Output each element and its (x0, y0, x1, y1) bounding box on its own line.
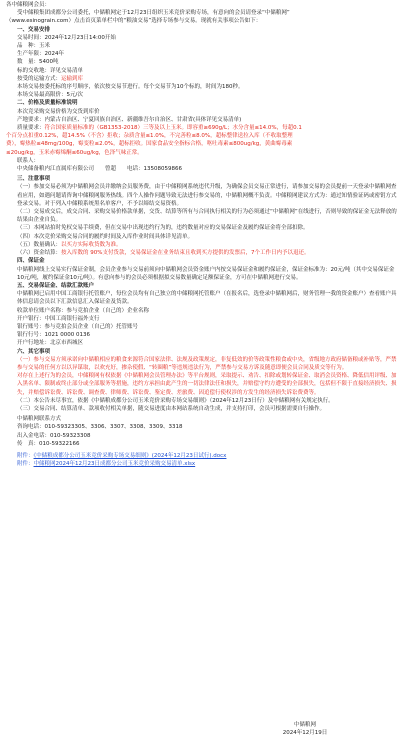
trade-variety: 品 种：玉米 (17, 43, 51, 50)
section-1-title: 一、交易安排 (17, 26, 51, 33)
note-4: （四）本次竞价采购交易合同的履约时间及入库作业时间具体详见清单。 (17, 233, 194, 240)
transport-label: 按受的运输方式： (17, 75, 62, 82)
note-3: （三）本网站拍时免权交易手续费，但在交易中出现违约行为的，违约数量对应的交易保证金及履约保证金将全部扣除。 (17, 225, 309, 232)
note-6-label: （六）资金结算： (17, 250, 62, 257)
other-3: （三）交易合同、结算清单、款项收付相关单据，随交易进度由本网站系统自动生成，并支持打印，会员可根据需要自行操作。 (17, 405, 326, 412)
account-bank: 开户银行：中国工商银行福外支行 (17, 315, 100, 322)
account-intro: 中储粮网已启用中国工商银行托管账户，每位会员均有自己独立的中储粮网托管账户（在报名后，选登录中储粮网后，财务管理一我的资金账户）查看账户具体信息请会员以下汇款信息汇入保证金及货款。 (17, 291, 397, 306)
section-3-title: 三、注意事项 (17, 176, 51, 183)
section-5-title: 五、交易保证金、结款汇款账户 (17, 282, 95, 289)
intro-line-1: 受中储粮集团成都分公司委托，中储粮网定于12月23日组织玉米竞价采购专场，有意向的会员请登录“中储粮网” (17, 10, 290, 17)
trade-delivery-place: 标的交收地：详见交易清单 (17, 67, 84, 74)
trade-price-limit: 本场交易最高限价：5元/次 (17, 92, 83, 99)
section-2-title: 二、价格及质量标准说明 (17, 100, 78, 107)
quality-label: 质量要求： (17, 125, 45, 132)
other-1-penalty: 对存在上述行为的会员，中储粮网有权依据《中储粮网会员管理办法》等平台规则，采取提示、劝告、扣除或划转保证金、取消会员资格、降低信用评级、加入黑名单、限制或终止部分或全部服务等措施，违约方承担由此产生的一切法律法任和损失，并赔偿守约方遭受的全部损失，包括但不限于直接经济损失、损失，并赔偿诉讼费、诉讼费、调查费、律师费、诉讼费、鉴定费、差旅费、因追偿行使权涉的方发生的经济损失诉讼费费等。 (17, 373, 397, 396)
signature-org: 中储粮网 (293, 722, 316, 728)
quality-requirement-3: 费），霉热粒≤48mg/100g，霉变粒≤2.0%，超标拒收。国家食品安全指标合格，呕吐毒素≤800ug/kg，黄曲霉毒素 (6, 141, 293, 148)
deposit-text: 中储粮网线上交易实行保证金制，会员企业参与交易前须向中储粮网会员资金账户内按交易保证金和履约保证金，保证金标准为：20元/吨（其中交易保证金10元/吨，履约保证金10元/吨）。有意向参与的会员必须根据拟交易数量确定足额保证金，方可在中储粮网进行交易。 (17, 266, 395, 281)
origin-requirement: 产地要求：内蒙古自治区、宁夏回族自治区、新疆维吾尔自治区、甘肃省(具体详见交易清单) (17, 116, 242, 123)
attachment-1 (6, 452, 397, 460)
price-description: 本次竞采购交易价格为交货到库价 (17, 108, 100, 115)
attachment-2-link[interactable]: 中储粮网2024年12月23日成都分公司玉米竞价采购交易清单.xlsx (33, 461, 196, 468)
intro-line-2: （www.esinograin.com）点击首页菜单栏中的“粮油交易”选择专场参与交易。现就有关事项公告如下： (6, 18, 262, 25)
note-6-value: 按入库数的 90%支付货款，交易保证金在业务结束且收到买方提供的发票后，7个工作日内予以退还。 (61, 250, 310, 257)
contact-funds-phone: 出入金电话：010-59323308 (17, 432, 91, 439)
account-bank-code: 银行行号：1021 0000 0136 (17, 332, 90, 339)
account-number: 银行账号：参与竞拍会员企业（自己的）托管账号 (17, 323, 139, 330)
attachment-2 (6, 460, 397, 468)
section-4-title: 四、保证金 (17, 258, 45, 265)
note-1: （一）参加交易必须为中储粮网会员并缴纳会员服务费，由于中储粮网系统违代升级，为确保会员交易正常进行，请参加交易的会员提前一天登录中储粮网查看应用，如遇问题请咨询中储粮网服务热线。四个人操作问题导致无法进行参交易的，中储粮网概不负责。中储粮网建议方式为：通过知情验证码或密钥方式登录交易。对于列入中储粮系统黑名单客户，不予以缔结交易资格。 (17, 184, 397, 207)
trade-transport (6, 75, 397, 83)
contact-fax: 传 真：010-59322166 (17, 440, 80, 447)
trade-year: 生产年限：2024年 (17, 51, 64, 58)
transport-value: 运输到库 (61, 75, 84, 82)
quality-requirement-1 (6, 124, 397, 132)
trade-order: 本场交易按委托标的序号顺序，依次按交易节进行。每个交易节为10个标的，时间为180秒。 (17, 84, 244, 91)
section-6-title: 六、其它事项 (17, 348, 51, 355)
attachment-label-2: 附件： (17, 461, 34, 468)
quality-text-1: 符合国家质量标准的（GB1353-2018）三等及以上玉米。即容重≥690g/L；水分含量≤14.0%，每超0.1 (44, 125, 302, 132)
quality-requirement-2: 个百分点扣重0.12%，超14.5%（不含）拒收；杂质含量≤1.0%，不完善粒≤8.0%，超标整律送拉入库（不收取整理 (6, 133, 293, 140)
account-bank-address: 开户行地址：北京市西城区 (17, 340, 84, 347)
account-receiver: 收款单位账户名称：参与竞拍企业（自己的）企业名称 (17, 307, 150, 314)
note-2: （二）交易成交后，成交合同、采购交易价格款单据，交货、结算等所有与合同执行相关的行为必须通过“中储粮网”在线进行，否则导致的保证金无法释放的结果由企业自负。 (17, 209, 397, 224)
contact-title: 中储粮网联系方式 (17, 416, 62, 423)
note-5 (6, 241, 397, 249)
trade-time: 交易时间：2024年12月23日14:00开始 (17, 34, 116, 41)
trade-quantity: 数 量：5400吨 (17, 59, 59, 66)
other-2: （二）本公告未尽事宜，依据《中储粮成都分公司玉米竞价采购专场交易细则》（2024年12月23日行）及中储粮网有关规定执行。 (17, 397, 334, 404)
contact-label: 联系人： (17, 157, 40, 164)
contact-line: 中央储备粮内江直属库有限公司 曾超 电话：13508059866 (17, 166, 182, 173)
attachment-label: 附件： (17, 452, 34, 459)
contact-phone: 咨询电话：010-59323305、3306、3307、3308、3309、3318 (17, 424, 183, 431)
note-5-value: 以买方实际收货数为准。 (61, 241, 122, 248)
other-1: （一）参与交易方须承诺向中储粮相应的粮食来源符合国家法律、法规及政策规定，非复低效的价等政策性粮食或中央，省级地方政府储备粮或补贴等，严禁参与交易的任何方以以异谋取，以欢充好，掺杂使假、“转圈粮”等违规违法行为，严禁参与交易方诉及随意即便会员合同及质交等行为。 (17, 356, 397, 371)
attachment-1-link[interactable]: 《中储粮成都分公司玉米竞价采购专场交易细则》(2024年12月23日试行).docx (33, 452, 227, 459)
signature-date: 2024年12月19日 (282, 730, 328, 736)
greeting: 各中储粮网会员： (6, 2, 51, 8)
note-5-label: （五）数量确认： (17, 241, 62, 248)
note-6 (6, 249, 397, 257)
quality-requirement-4: ≤20ug/kg，玉米赤霉烯酮≤60ug/kg，色泽气味正常。 (6, 149, 143, 156)
